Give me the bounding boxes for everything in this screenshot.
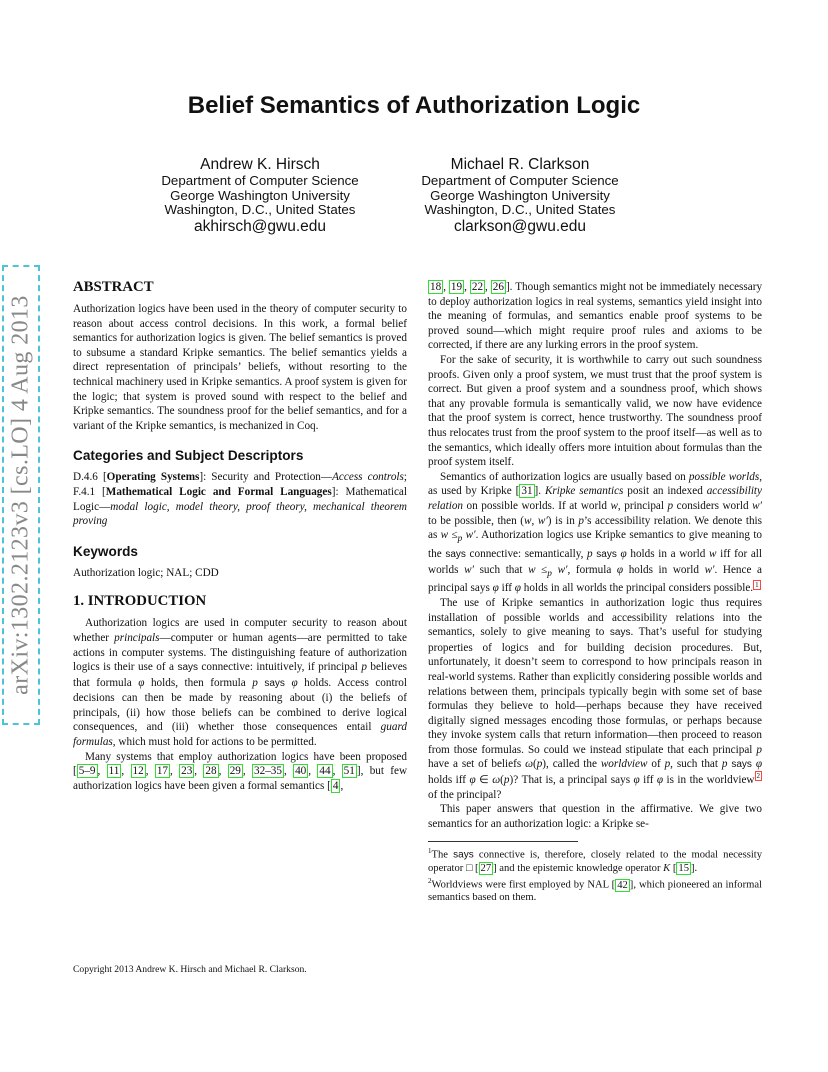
author-dept: Department of Computer Science	[421, 173, 619, 188]
footnote-1: $^1$The says connective is, therefore, closely related to the modal necessity operator □ [ 27 ] and the epistemic knowledge operator K [ 15 ].	[428, 847, 762, 874]
footnote-link[interactable]: 2	[756, 772, 761, 781]
citation-link[interactable]: 17	[156, 765, 168, 778]
author-name: Michael R. Clarkson	[450, 156, 590, 173]
author-univ: George Washington University	[170, 187, 350, 203]
citation-link[interactable]: 5–9	[78, 765, 96, 778]
intro-paragraph-3: 18 , 19 , 22 , 26 ]. Though semantics might not be immediately necessary to deploy authorization logics in real systems, semantics yield insight into the meaning of formulas, and semantics enable proof systems to be proved sound—which might require proof rules and axioms to be corrected, if there are any lurking errors in the proof system.	[428, 281, 763, 352]
keywords-text: Authorization logic; NAL; CDD	[73, 566, 219, 579]
citation-link[interactable]: 26	[492, 281, 504, 293]
citation-link[interactable]: 11	[108, 765, 120, 778]
author-block-1	[130, 156, 390, 236]
author-dept: Department of Computer Science	[161, 173, 359, 188]
citation-link[interactable]: 23	[181, 765, 193, 778]
categories-text: D.4.6 [Operating Systems]: Security and Protection—Access controls; F.4.1 [Mathematical Logic and Formal Languages]: Mathematical Logic—modal logic, model theory, proof theory, mechanical theorem proving	[73, 471, 407, 528]
intro-heading: 1. INTRODUCTION	[73, 593, 207, 610]
author-email: akhirsch@gwu.edu	[193, 217, 327, 235]
citation-link[interactable]: 51	[343, 765, 355, 778]
keywords-heading: Keywords	[73, 543, 138, 559]
citation-link[interactable]: 18	[430, 281, 442, 293]
citation-link[interactable]: 12	[132, 765, 144, 778]
citation-link[interactable]: 4	[332, 779, 339, 792]
copyright-notice: Copyright 2013 Andrew K. Hirsch and Michael R. Clarkson.	[73, 964, 307, 975]
author-addr: Washington, D.C., United States	[164, 202, 356, 218]
author-block-2	[390, 156, 650, 236]
paper-title: Belief Semantics of Authorization Logic	[187, 92, 641, 119]
intro-paragraph-1: Authorization logics are used in computer security to reason about whether principals—computer or human agents—are permitted to take actions in computer systems. The distinguishing feature of authorization logics is their use of a says connective: intuitively, if principal p believes that formula φ holds, then formula p says φ holds. Access control decisions can then be made by reasoning about (i) the beliefs of principals, (ii) how those beliefs can be combined to derive logical consequences, and (iii) whether those consequences entail guard formulas, which must hold for actions to be permitted.	[73, 617, 408, 749]
arxiv-stamp-text: arXiv:1302.2123v3 [cs.LO] 4 Aug 2013	[7, 295, 34, 695]
citation-link[interactable]: 42	[617, 879, 628, 891]
intro-paragraph-2: Many systems that employ authorization logics have been proposed [ 5–9 , 11 , 12 , 17 , 23 , 28 , 29 , 32–35 , 40 , 44 , 51 ], but few authorization logics have been given a formal semantics [ 4 ,	[73, 750, 408, 792]
right-column	[428, 280, 762, 905]
citation-link[interactable]: 29	[229, 765, 241, 778]
footnote-2: $^2$Worldviews were first employed by NAL [ 42 ], which pioneered an informal semantics based on them.	[428, 877, 762, 904]
citation-link[interactable]: 32–35	[254, 765, 282, 778]
intro-paragraph-7: This paper answers that question in the affirmative. We give two semantics for an authorization logic: a Kripke se-	[428, 803, 762, 830]
abstract-text: Authorization logics have been used in the theory of computer security to reason about access control decisions. In this work, a formal belief semantics for authorization logics is given. The belief semantics is proved to subsume a standard Kripke semantics. The belief semantics yields a direct representation of principals’ beliefs, without resorting to the technical machinery used in Kripke semantics. A proof system is given for the logic; that system is proved sound with respect to the belief and Kripke semantics. The soundness proof for the belief semantics, and for a variant of the Kripke semantics, is mechanized in Coq.	[73, 303, 407, 432]
intro-paragraph-5: Semantics of authorization logics are usually based on possible worlds, as used by Kripke [ 31 ]. Kripke semantics posit an indexed accessibility relation on possible worlds. If at world w, principal p considers world w′ to be possible, then (w, w′) is in p’s accessibility relation. We denote this as $w \le_p$ w′. Authorization logics use Kripke semantics to give meaning to the says connective: semantically, p says φ holds in a world w iff for all worlds w′ such that $w \le_p$ w′, formula φ holds in world w′. Hence a principal says φ iff φ holds in all worlds the principal considers possible. $^1$	[428, 470, 763, 595]
citation-link[interactable]: 28	[205, 765, 217, 778]
intro-paragraph-6: The use of Kripke semantics in authorization logic thus requires installation of possible worlds and accessibility relations into the semantics, solely to give meaning to says. That’s useful for studying properties of logics and for building decision procedures. But, unfortunately, it doesn’t seem to correspond to how principals reason in real-world systems. Rather than explicitly considering possible worlds and relations between them, principals typically begin with some set of base formulas they believe to hold—perhaps because they have received digitally signed messages encoding those formulas, or perhaps because they invoke system calls that return information—then proceed to reason from those formulas. So could we instead stipulate that each principal p have a set of beliefs ω(p), called the worldview of p, such that p says φ holds iff φ ∈ ω(p)? That is, a principal says φ iff φ is in the worldview $^2$ of the principal?	[428, 596, 763, 801]
citation-link[interactable]: 15	[678, 862, 690, 874]
footnote-link[interactable]: 1	[755, 580, 759, 589]
citation-link[interactable]: 22	[471, 281, 484, 293]
abstract-heading: ABSTRACT	[73, 279, 154, 295]
intro-paragraph-4: For the sake of security, it is worthwhile to carry out such soundness proofs. Given only a proof system, we must trust that the proof system is correct. But given a proof system and a soundness proof, which shows that any provable formula is semantically valid, we now have evidence that the proof system is correct, hence trustworthy. The soundness proof thus relocates trust from the proof system to the proof itself—as well as to the semantics, which ideally offers more intuition about formulas than the proof system itself.	[428, 353, 762, 469]
citation-link[interactable]: 31	[521, 485, 533, 498]
arxiv-stamp[interactable]	[2, 265, 40, 725]
left-column	[73, 278, 407, 793]
author-email: clarkson@gwu.edu	[453, 217, 587, 235]
author-name: Andrew K. Hirsch	[200, 156, 320, 173]
author-addr: Washington, D.C., United States	[424, 202, 616, 218]
citation-link[interactable]: 44	[319, 765, 331, 778]
categories-heading: Categories and Subject Descriptors	[73, 448, 304, 464]
footnote-rule	[428, 841, 578, 842]
citation-link[interactable]: 27	[480, 862, 492, 874]
citation-link[interactable]: 19	[450, 281, 463, 293]
author-univ: George Washington University	[430, 187, 610, 203]
citation-link[interactable]: 40	[295, 765, 307, 778]
